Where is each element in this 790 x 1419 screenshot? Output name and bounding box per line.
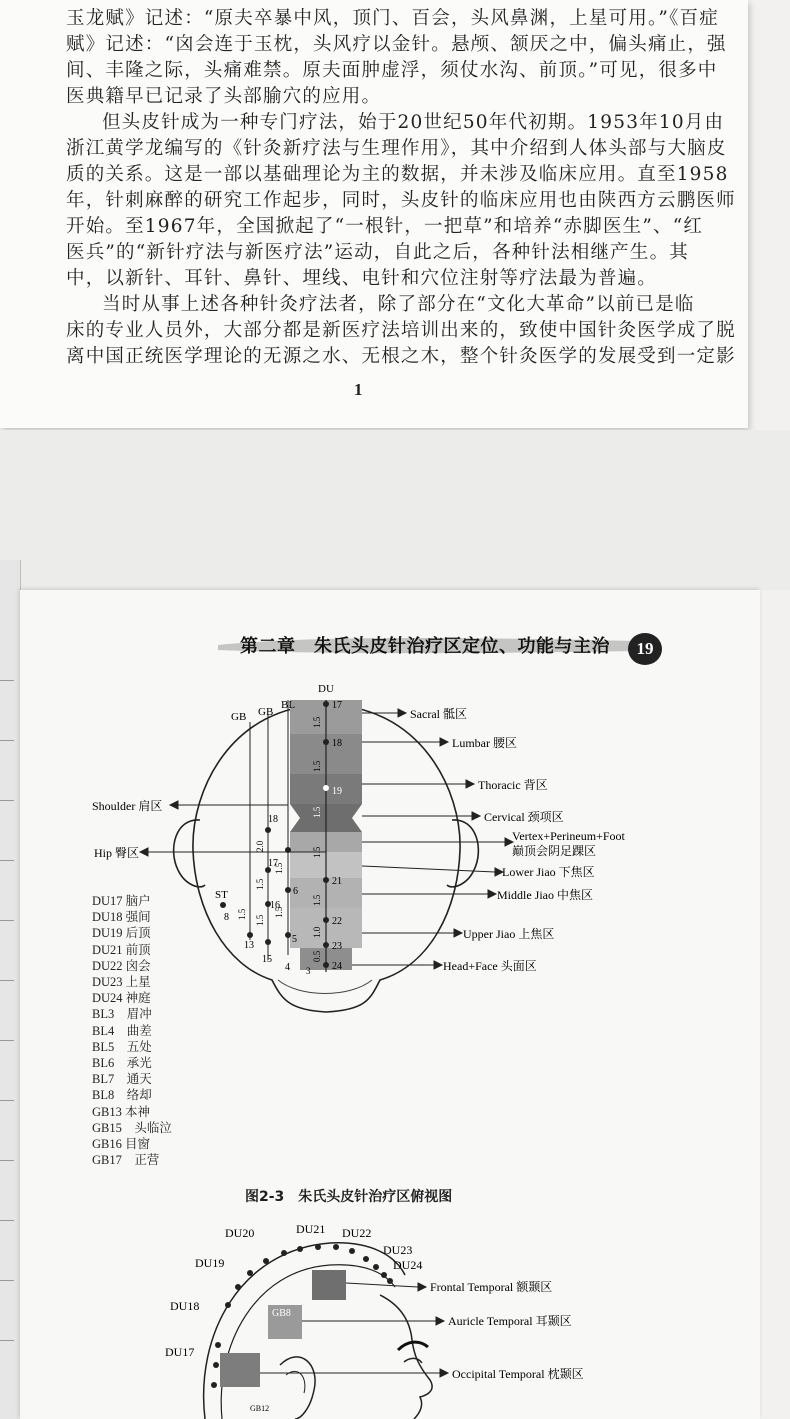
text-line: 但头皮针成为一种专门疗法，始于20世纪50年代初期。1953年10月由 — [102, 112, 725, 133]
text-line: 年，针刺麻醉的研究工作起步，同时，头皮针的临床应用也由陕西方云鹏医师 — [66, 190, 736, 211]
point-gb8: GB8 — [272, 1308, 291, 1319]
page-number: 1 — [354, 380, 363, 399]
svg-text:22: 22 — [332, 916, 342, 927]
label-vertex-cn: 巅顶会阴足踝区 — [512, 844, 597, 858]
svg-text:13: 13 — [244, 940, 254, 951]
svg-text:2.0: 2.0 — [255, 840, 265, 852]
background-gap — [0, 430, 790, 590]
acupoint-du18 — [323, 739, 329, 745]
svg-text:1.5: 1.5 — [274, 906, 284, 918]
svg-text:21: 21 — [332, 876, 342, 887]
acupoint-gb — [265, 827, 271, 833]
svg-text:1.5: 1.5 — [312, 846, 322, 858]
legend-item: BL8 络却 — [92, 1088, 152, 1103]
book-page-1 — [0, 0, 748, 428]
svg-text:5: 5 — [292, 934, 297, 945]
text-line: 医典籍早已记录了头部腧穴的应用。 — [66, 86, 382, 107]
label-thoracic: Thoracic 背区 — [478, 778, 548, 792]
legend-item: DU17 脑户 — [92, 894, 151, 908]
acupoint-bl — [285, 887, 291, 893]
legend-item: GB15 头临泣 — [92, 1120, 172, 1135]
label-lumbar: Lumbar 腰区 — [452, 736, 517, 750]
zone-occipital-temporal — [220, 1353, 260, 1387]
text-line: 玉龙赋》记述：“原夫卒暴中风，顶门、百会，头风鼻渊，上星可用。”《百症 — [66, 8, 719, 29]
legend-item: DU23 上星 — [92, 975, 151, 990]
svg-text:0.5: 0.5 — [312, 950, 322, 962]
meridian-gb-label: GB — [231, 711, 247, 723]
legend-item: GB17 正营 — [92, 1153, 160, 1168]
label-cervical: Cervical 颈项区 — [484, 810, 564, 824]
svg-text:3: 3 — [306, 966, 311, 976]
legend-item: BL3 眉冲 — [92, 1007, 152, 1022]
ear — [280, 1357, 315, 1419]
point-du18: DU18 — [170, 1299, 200, 1313]
svg-text:24: 24 — [332, 961, 342, 972]
point-du24: DU24 — [393, 1258, 423, 1272]
svg-text:23: 23 — [332, 941, 342, 952]
svg-text:17: 17 — [332, 700, 342, 711]
legend-item: DU21 前顶 — [92, 942, 151, 957]
legend-item: GB16 目窗 — [92, 1137, 150, 1152]
eye — [404, 1358, 422, 1363]
legend-item: BL5 五处 — [92, 1039, 152, 1054]
text-line: 床的专业人员外，大部分都是新医疗法培训出来的，致使中国针灸医学成了脱 — [66, 320, 736, 341]
point-du22: DU22 — [342, 1226, 372, 1240]
figure-caption: 图2-3 朱氏头皮针治疗区俯视图 — [245, 1189, 453, 1205]
legend-item: GB13 本神 — [92, 1104, 150, 1119]
acupoint-du24 — [323, 962, 329, 968]
svg-text:1.5: 1.5 — [312, 760, 322, 772]
svg-text:15: 15 — [262, 954, 272, 965]
legend-item: DU19 后顶 — [92, 926, 151, 941]
legend-item: BL6 承光 — [92, 1056, 152, 1071]
legend-item: DU22 囟会 — [92, 958, 151, 973]
text-line: 开始。至1967年，全国掀起了“一根针，一把草”和培养“赤脚医生”、“红 — [66, 216, 704, 237]
label-vertex: Vertex+Perineum+Foot — [512, 829, 625, 843]
svg-text:17: 17 — [268, 858, 278, 869]
svg-text:18: 18 — [268, 814, 278, 825]
svg-text:1.0: 1.0 — [312, 926, 322, 938]
acupoint-du22 — [323, 917, 329, 923]
svg-text:8: 8 — [224, 912, 229, 923]
label-head-face: Head+Face 头面区 — [443, 959, 537, 973]
label-hip: Hip 臀区 — [94, 846, 140, 860]
label-upper-jiao: Upper Jiao 上焦区 — [463, 927, 555, 941]
acupoint-st8 — [220, 902, 226, 908]
acupoint-bl — [285, 932, 291, 938]
text-line: 中，以新针、耳针、鼻针、埋线、电针和穴位注射等疗法最为普遍。 — [66, 268, 658, 289]
svg-text:18: 18 — [332, 738, 342, 749]
acupoint-du19 — [323, 785, 329, 791]
page-number-badge: 19 — [628, 633, 662, 665]
acupoint-du17 — [323, 701, 329, 707]
legend-item: DU24 神庭 — [92, 991, 151, 1006]
text-line: 离中国正统医学理论的无源之水、无根之木，整个针灸医学的发展受到一定影 — [66, 346, 736, 367]
meridian-st-label: ST — [215, 889, 228, 901]
label-occipital-temporal: Occipital Temporal 枕颞区 — [452, 1367, 584, 1381]
text-line: 质的关系。这是一部以基础理论为主的数据，并未涉及临床应用。直至1958 — [66, 164, 729, 185]
legend-item: DU18 强间 — [92, 910, 151, 925]
chapter-header: 第二章 朱氏头皮针治疗区定位、功能与主治 — [240, 636, 610, 657]
point-du21: DU21 — [296, 1222, 326, 1236]
svg-text:1.5: 1.5 — [255, 914, 265, 926]
svg-text:1.5: 1.5 — [255, 878, 265, 890]
meridian-du-label: DU — [318, 683, 334, 695]
legend-item: BL7 通天 — [92, 1072, 152, 1087]
figure-side-view-diagram — [0, 1215, 790, 1419]
label-shoulder: Shoulder 肩区 — [92, 799, 163, 813]
text-line: 医兵”的“新针疗法与新医疗法”运动，自此之后，各种针法相继产生。其 — [66, 242, 689, 263]
meridian-gb-label: GB — [258, 706, 274, 718]
label-lower-jiao: Lower Jiao 下焦区 — [502, 865, 595, 879]
legend-item: BL4 曲差 — [92, 1023, 152, 1038]
acupoint-gb — [247, 932, 253, 938]
acupoint-du21 — [323, 877, 329, 883]
svg-text:1.5: 1.5 — [312, 806, 322, 818]
right-ear — [447, 820, 478, 887]
svg-text:1.5: 1.5 — [274, 862, 284, 874]
text-line: 浙江黄学龙编写的《针灸新疗法与生理作用》，其中介绍到人体头部与大脑皮 — [66, 138, 727, 159]
point-gb12: GB12 — [250, 1404, 270, 1413]
label-frontal-temporal: Frontal Temporal 额颞区 — [430, 1280, 553, 1294]
svg-text:19: 19 — [332, 786, 342, 797]
label-auricle-temporal: Auricle Temporal 耳颞区 — [448, 1314, 572, 1328]
svg-text:16: 16 — [270, 900, 280, 911]
svg-text:6: 6 — [293, 886, 298, 897]
svg-text:1.5: 1.5 — [312, 716, 322, 728]
label-sacral: Sacral 骶区 — [410, 707, 467, 721]
point-du19: DU19 — [195, 1256, 225, 1270]
left-ear — [174, 820, 205, 887]
zone-frontal-temporal — [312, 1270, 346, 1300]
meridian-bl-label: BL — [281, 699, 296, 711]
point-du17: DU17 — [165, 1345, 195, 1359]
text-line: 间、丰隆之际，头痛难禁。原夫面肿虚浮，须仗水沟、前顶。”可见，很多中 — [66, 60, 718, 81]
point-du23: DU23 — [383, 1243, 413, 1257]
text-line: 赋》记述：“囟会连于玉枕，头风疗以金针。悬颅、颔厌之中，偏头痛止，强 — [66, 34, 727, 55]
point-du20: DU20 — [225, 1226, 255, 1240]
acupoint-du23 — [323, 942, 329, 948]
acupoint-gb — [265, 939, 271, 945]
svg-text:1.5: 1.5 — [312, 894, 322, 906]
label-middle-jiao: Middle Jiao 中焦区 — [497, 888, 593, 902]
svg-text:4: 4 — [285, 962, 290, 973]
face-profile — [380, 1295, 432, 1419]
text-line: 当时从事上述各种针灸疗法者，除了部分在“文化大革命”以前已是临 — [102, 294, 695, 315]
svg-text:1.5: 1.5 — [237, 908, 247, 920]
acupoint-legend — [92, 893, 172, 1168]
